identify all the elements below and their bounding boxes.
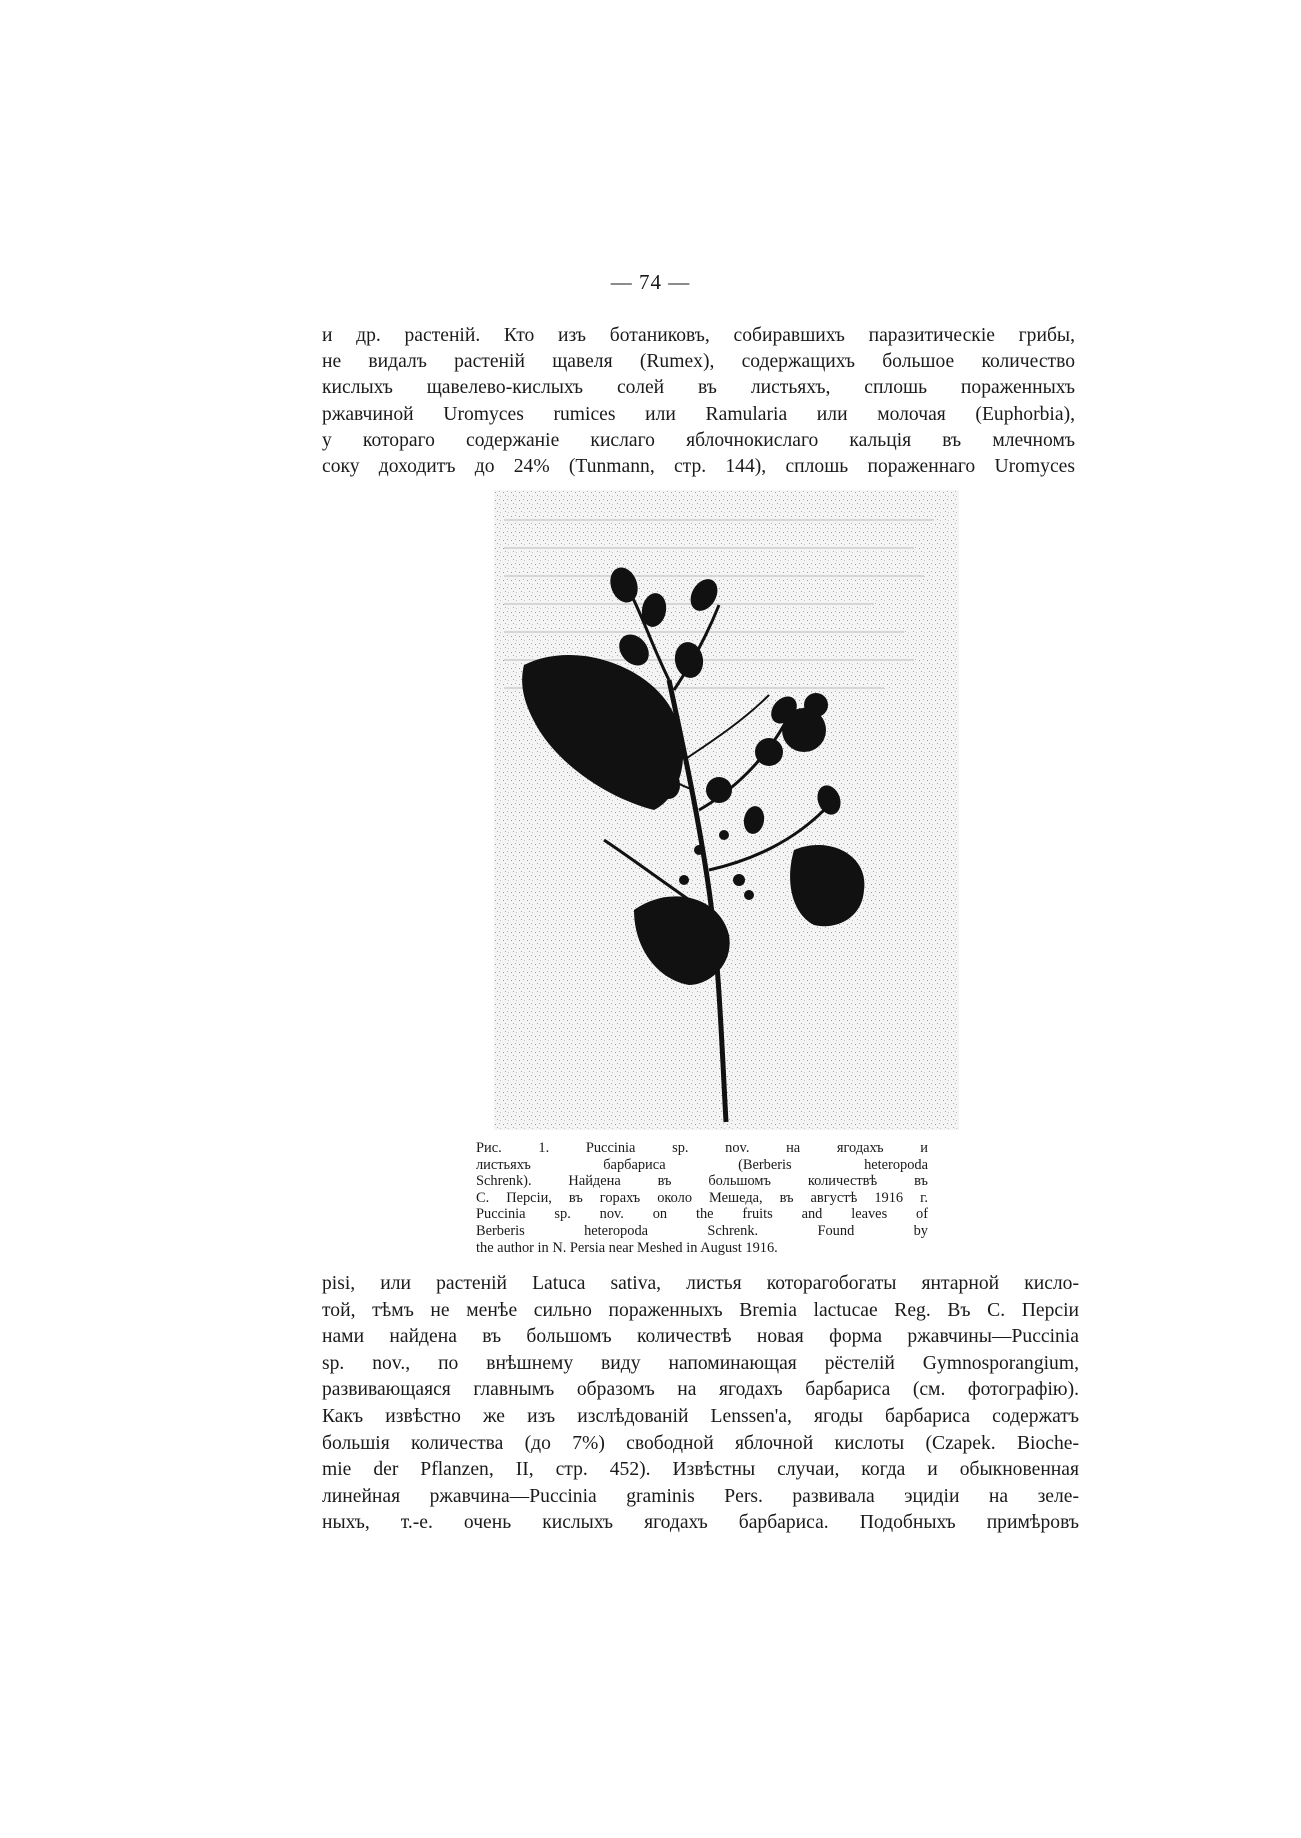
caption-line: С. Персіи, въ горахъ около Мешеда, въ августѣ 1916 г. bbox=[476, 1189, 928, 1206]
figure-caption bbox=[476, 1140, 928, 1256]
text-line: Какъ извѣстно же изъ изслѣдованій Lenssen'а, ягоды барбариса содержатъ bbox=[322, 1405, 1079, 1427]
text-line: той, тѣмъ не менѣе сильно пораженныхъ Bremia lactucae Reg. Въ С. Персіи bbox=[322, 1299, 1079, 1321]
paragraph-2 bbox=[322, 1271, 1079, 1537]
text-line: соку доходитъ до 24% (Tunmann, стр. 144), сплошь пораженнаго Uromyces bbox=[322, 456, 1075, 478]
text-line: не видалъ растеній щавеля (Rumex), содержащихъ большое количество bbox=[322, 351, 1075, 373]
text-line: mie der Pflanzen, II, стр. 452). Извѣстны случаи, когда и обыкновенная bbox=[322, 1459, 1079, 1481]
caption-line: Schrenk). Найдена въ большомъ количествѣ въ bbox=[476, 1173, 928, 1190]
caption-line: Рис. 1. Puccinia sp. nov. на ягодахъ и bbox=[476, 1140, 928, 1156]
text-line: линейная ржавчина—Puccinia graminis Pers. развивала эцидіи на зеле- bbox=[322, 1485, 1079, 1507]
text-line: ржавчиной Uromyces rumices или Ramularia или молочая (Euphorbia), bbox=[322, 403, 1075, 425]
text-line: у котораго содержаніе кислаго яблочнокислаго кальція въ млечномъ bbox=[322, 429, 1075, 451]
text-line: развивающаяся главнымъ образомъ на ягодахъ барбариса (см. фотографію). bbox=[322, 1379, 1079, 1401]
caption-line: the author in N. Persia near Meshed in August 1916. bbox=[476, 1239, 778, 1256]
text-line: нами найдена въ большомъ количествѣ новая форма ржавчины—Puccinia bbox=[322, 1326, 1079, 1348]
text-line: и др. растеній. Кто изъ ботаниковъ, собиравшихъ паразитическіе грибы, bbox=[322, 325, 1075, 346]
text-line: ныхъ, т.-е. очень кислыхъ ягодахъ барбариса. Подобныхъ примѣровъ bbox=[322, 1512, 1079, 1534]
text-line: pisi, или растеній Latuca sativa, листья которагобогаты янтарной кисло- bbox=[322, 1273, 1079, 1294]
plant-photograph bbox=[494, 490, 959, 1130]
text-line: sp. nov., по внѣшнему виду напоминающая рёстелій Gymnosporangium, bbox=[322, 1352, 1079, 1374]
caption-line: листьяхъ барбариса (Berberis heteropoda bbox=[476, 1156, 928, 1173]
text-line: большія количества (до 7%) свободной яблочной кислоты (Czapek. Bioche- bbox=[322, 1432, 1079, 1454]
paragraph-1 bbox=[322, 323, 1075, 480]
text-line: кислыхъ щавелево-кислыхъ солей въ листьяхъ, сплошь пораженныхъ bbox=[322, 377, 1075, 399]
caption-line: Berberis heteropoda Schrenk. Found by bbox=[476, 1222, 928, 1239]
page-number: — 74 — bbox=[610, 270, 691, 294]
caption-line: Puccinia sp. nov. on the fruits and leaves of bbox=[476, 1206, 928, 1223]
